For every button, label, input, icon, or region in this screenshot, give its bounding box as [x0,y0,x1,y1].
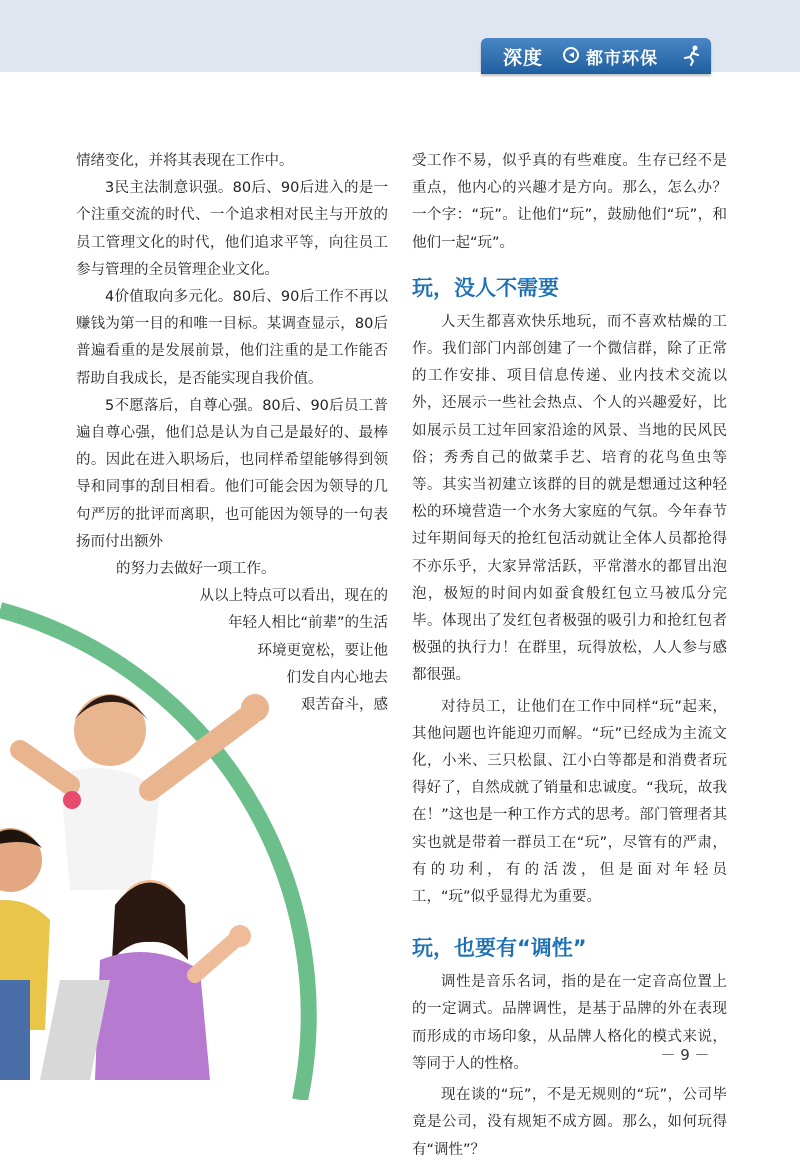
young-people-photo [0,560,380,1100]
wrap-text-line: 们发自内心地去 [286,669,388,686]
section-heading: 玩，也要有“调性” [412,936,587,961]
section-title: 深度 [503,47,544,69]
paragraph: 受工作不易，似乎真的有些难度。生存已经不是重点，他内心的兴趣才是方向。那么，怎么办？一个字：“玩”。让他们“玩”，鼓励他们“玩”，和他们一起“玩”。 [412,153,727,251]
runner-icon [681,44,703,66]
paragraph: 调性是音乐名词，指的是在一定音高位置上的一定调式。品牌调性，是基于品牌的外在表现而形成的市场印象，从品牌人格化的模式来说，等同于人的性格。 [412,974,727,1072]
paragraph: 现在谈的“玩”，不是无规则的“玩”，公司毕竟是公司，没有规矩不成方圆。那么，如何玩得有“调性”？ [412,1087,727,1158]
paragraph: 4价值取向多元化。80后、90后工作不再以赚钱为第一目的和唯一目标。某调查显示，80后普遍看重的是发展前景，他们注重的是工作能否帮助自我成长，是否能实现自我价值。 [76,289,388,387]
section-header-tab [481,38,711,74]
paragraph: 对待员工，让他们在工作中同样“玩”起来，其他问题也许能迎刃而解。“玩”已经成为主流文化，小米、三只松鼠、江小白等都是和消费者玩得好了，自然成就了销量和忠诚度。“我玩，故我在！”这也是一种工作方式的思考。部门管理者其实也就是带着一群员工在“玩”，尽管有的严肃，有的功利，有的活泼，但是面对年轻员工，“玩”似乎显得尤为重要。 [412,698,727,906]
play-circle-icon [563,47,579,63]
paragraph: 3民主法制意识强。80后、90后进入的是一个注重交流的时代、一个追求相对民主与开放的员工管理文化的时代，他们追求平等，向往员工参与管理的全员管理企业文化。 [76,180,388,278]
paragraph: 情绪变化，并将其表现在工作中。 [76,153,294,169]
page-number: － 9 － [660,1046,710,1064]
paragraph: 5不愿落后，自尊心强。80后、90后员工普遍自尊心强，他们总是认为自己是最好的、最棒的。因此在进入职场后，也同样希望能够得到领导和同事的刮目相看。他们可能会因为领导的几句严厉的批评而离职，也可能因为领导的一句表扬而付出额外 [76,397,388,550]
section-heading: 玩，没人不需要 [412,275,559,300]
column-title: 都市环保 [586,49,658,69]
wrap-text-line: 从以上特点可以看出，现在的 [199,588,388,605]
wrap-text-line: 年轻人相比“前辈”的生活 [227,615,388,632]
right-column [412,148,727,1164]
wrap-text-line: 环境更宽松，要让他 [257,642,388,659]
paragraph: 人天生都喜欢快乐地玩，而不喜欢枯燥的工作。我们部门内部创建了一个微信群，除了正常的工作安排、项目信息传递、业内技术交流以外，还展示一些社会热点、个人的兴趣爱好，比如展示员工过年回家沿途的风景、当地的民风民俗；秀秀自己的做菜手艺、培育的花鸟鱼虫等等。其实当初建立该群的目的就是想通过这种轻松的环境营造一个水务大家庭的气氛。今年春节过年期间每天的抢红包活动就让全体人员都抢得不亦乐乎，大家异常活跃，平常潜水的都冒出泡泡，极短的时间内如蚕食般红包立马被瓜分完毕。体现出了发红包者极强的吸引力和抢红包者极强的执行力！在群里，玩得放松，人人参与感都很强。 [412,313,727,684]
wrap-text-line: 艰苦奋斗，感 [301,697,388,714]
paragraph-end: 的努力去做好一项工作。 [116,561,276,578]
